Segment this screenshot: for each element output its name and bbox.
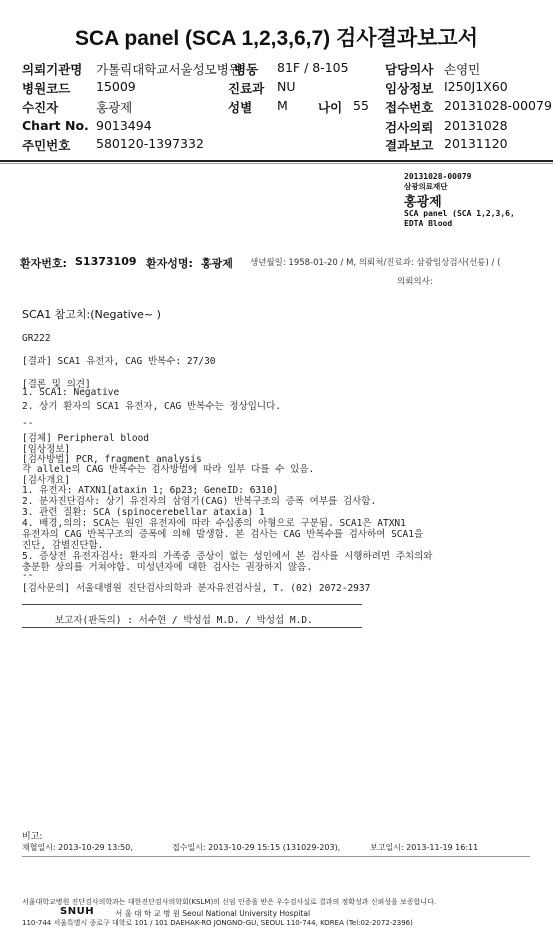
header-key: 나이 xyxy=(318,100,343,115)
header-value: 홍광제 xyxy=(96,100,133,115)
header-key: 임상정보 xyxy=(385,81,434,96)
label-patient: 홍광제 xyxy=(404,195,442,210)
label-lab: 삼광의료재단 xyxy=(404,182,448,191)
hospital-name: 서 울 대 학 교 병 원 Seoul National University Hospital xyxy=(115,909,311,918)
reporter-rule-bottom xyxy=(22,627,362,628)
header-key: 담당의사 xyxy=(385,62,434,77)
header-value: I250J1X60 xyxy=(444,79,508,94)
header-key: 결과보고 xyxy=(385,138,434,153)
label-accession: 20131028-00079 xyxy=(404,172,472,181)
header-value: 81F / 8-105 xyxy=(277,60,349,75)
overview-item: 3. 관련 질환: SCA (spinocerebellar ataxia) 1 xyxy=(22,507,265,518)
reporter-line: 보고자(판독의) : 서수현 / 박성섭 M.D. / 박성섭 M.D. xyxy=(55,615,313,626)
header-key: 검사의뢰 xyxy=(385,120,434,135)
method-note: 각 allele의 CAG 반복수는 검사방법에 따라 일부 다를 수 있음. xyxy=(22,464,315,475)
header-value: 가톨릭대학교서울성모병원 xyxy=(96,62,241,77)
hospital-address: 110-744 서울특별시 종로구 대학로 101 / 101 DAEHAK-RO JONGNO-GU, SEOUL 110-744, KOREA (Tel:02-2072-2396) xyxy=(22,919,413,927)
header-divider xyxy=(0,160,553,162)
header-value: 20131120 xyxy=(444,136,508,151)
label-test: SCA panel (SCA 1,2,3,6, xyxy=(404,209,515,218)
patient-doctor: 의뢰의사: xyxy=(397,277,433,287)
report-title: SCA panel (SCA 1,2,3,6,7) 검사결과보고서 xyxy=(74,27,479,50)
test-code: GR222 xyxy=(22,333,51,344)
header-value: 9013494 xyxy=(96,118,152,133)
header-value: M xyxy=(277,98,288,113)
header-key: 병원코드 xyxy=(22,81,71,96)
header-value: 손영민 xyxy=(444,62,481,77)
header-value: 20131028-00079 xyxy=(444,98,552,113)
reporter-rule-top xyxy=(22,604,362,605)
collected-time: 채혈일시: 2013-10-29 13:50, xyxy=(22,843,133,852)
specimen-line: [검체] Peripheral blood xyxy=(22,433,150,444)
patient-number: S1373109 xyxy=(75,255,137,268)
conclusion-item: 1. SCA1: Negative xyxy=(22,387,120,398)
header-key: 병동 xyxy=(234,62,259,77)
header-value: 20131028 xyxy=(444,118,508,133)
certification-note: 서울대학교병원 진단검사의학과는 대한진단검사의학회(KSLM)의 신임 인증을 받은 우수검사실로 결과의 정확성과 신뢰성을 보증합니다. xyxy=(22,898,437,906)
header-key: 진료과 xyxy=(228,81,265,96)
overview-item: 충분한 상의를 거쳐야함. 미성년자에 대한 검사는 권장하지 않음. xyxy=(22,562,313,573)
header-value: 580120-1397332 xyxy=(96,136,204,151)
result-line: [결과] SCA1 유전자, CAG 반복수: 27/30 xyxy=(22,356,216,367)
header-key: 수진자 xyxy=(22,100,59,115)
hospital-logo: SNUH xyxy=(60,906,95,917)
note-label: 비고: xyxy=(22,832,43,842)
patient-name: 홍광제 xyxy=(201,257,233,270)
overview-item: 유전자의 CAG 반복구조의 증폭에 의해 발생함. 본 검사는 CAG 반복수를 검사하여 SCA1을 xyxy=(22,529,424,540)
inquiry-line: [검사문의] 서울대병원 진단검사의학과 분자유전검사실, T. (02) 2072-2937 xyxy=(22,583,371,594)
section-mark: -- xyxy=(22,418,34,429)
footer-divider xyxy=(22,856,530,857)
overview-heading: [검사개요] xyxy=(22,475,71,486)
header-key: 의뢰기관명 xyxy=(22,62,83,77)
header-divider-thin xyxy=(0,163,553,164)
patient-number-label: 환자번호: xyxy=(20,257,67,270)
method-line: [검사방법] PCR, fragment analysis xyxy=(22,454,202,465)
header-key: 성별 xyxy=(228,100,253,115)
conclusion-heading: [결론 및 의견] xyxy=(22,379,91,390)
reported-time: 보고일시: 2013-11-19 16:11 xyxy=(370,843,479,852)
section-mark: -- xyxy=(22,570,34,581)
conclusion-item: 2. 상기 환자의 SCA1 유전자, CAG 반복수는 정상입니다. xyxy=(22,401,281,412)
header-value: 55 xyxy=(353,98,369,113)
label-specimen: EDTA Blood xyxy=(404,219,453,228)
overview-item: 5. 증상전 유전자검사: 환자의 가족중 증상이 없는 성인에서 본 검사를 시행하려면 주치의와 xyxy=(22,551,433,562)
header-value: 15009 xyxy=(96,79,136,94)
patient-meta: 생년월일: 1958-01-20 / M, 의뢰처/진료과: 삼광임상검사(선릉) / ( xyxy=(250,258,501,268)
header-value: NU xyxy=(277,79,296,94)
received-time: 접수일시: 2013-10-29 15:15 (131029-203), xyxy=(172,843,341,852)
test-reference: SCA1 참고치:(Negative~ ) xyxy=(22,308,161,321)
clinical-info: [임상정보] xyxy=(22,444,71,455)
overview-item: 1. 유전자: ATXN1[ataxin 1; 6p23; GeneID: 6310] xyxy=(22,485,279,496)
patient-name-label: 환자성명: xyxy=(146,257,193,270)
header-key: Chart No. xyxy=(22,118,89,133)
overview-item: 4. 배경,의의: SCA는 원인 유전자에 따라 수십종의 아형으로 구분됨. SCA1은 ATXN1 xyxy=(22,518,406,529)
header-key: 주민번호 xyxy=(22,138,71,153)
overview-item: 2. 분자진단검사: 상기 유전자의 삼염기(CAG) 반복구조의 증폭 여부를 검사함. xyxy=(22,496,377,507)
header-key: 접수번호 xyxy=(385,100,434,115)
overview-item: 진단, 감별진단함. xyxy=(22,540,104,551)
